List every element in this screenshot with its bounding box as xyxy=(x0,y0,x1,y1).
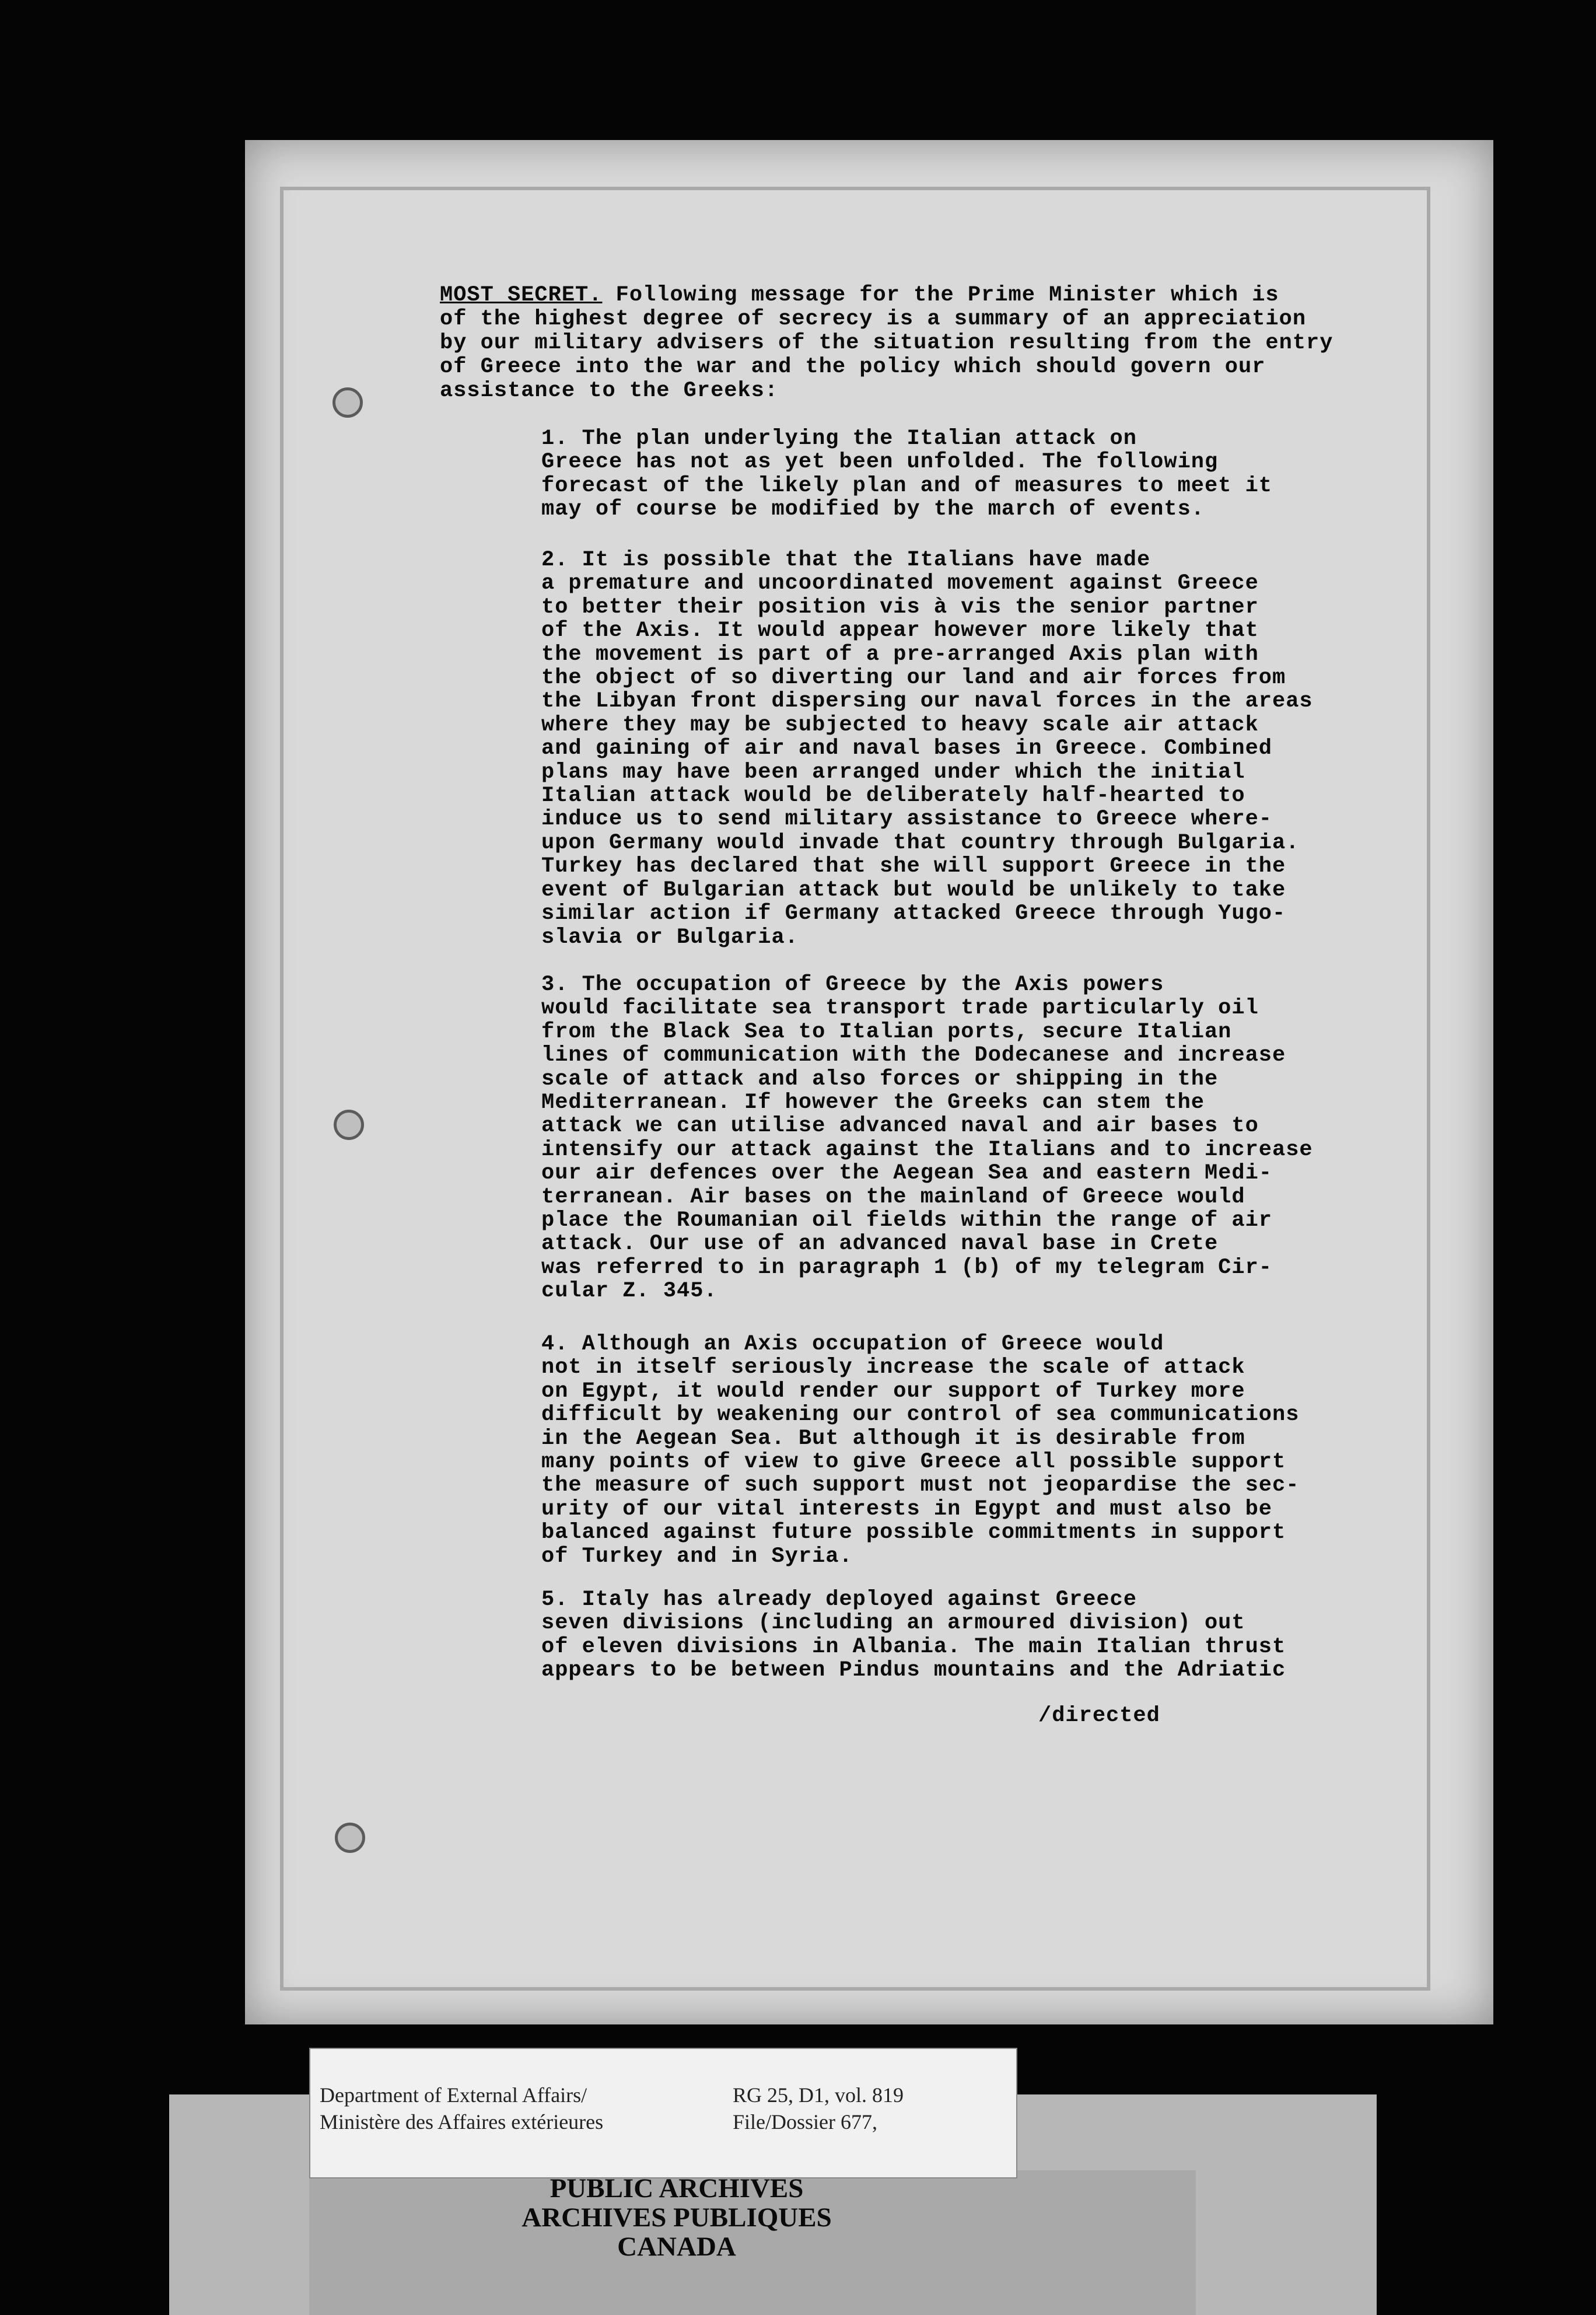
paragraph-5: 5. Italy has already deployed against Greece seven divisions (including an armoured division) out of eleven divisions in Albania. The main Italian thrust appears to be between Pindus mountains and the Adriatic xyxy=(541,1587,1286,1683)
heading-paragraph xyxy=(440,284,1396,403)
paragraph-3: 3. The occupation of Greece by the Axis powers would facilitate sea transport trade particularly oil from the Black Sea to Italian ports, secure Italian lines of communication with the Dodecanese and increase scale of attack and also forces or shipping in the Mediterranean. If however the Greeks can stem the attack we can utilise advanced naval and air bases to intensify our attack against the Italians and to increase our air defences over the Aegean Sea and eastern Medi- terranean. Air bases on the mainland of Greece would place the Roumanian oil fields within the range of air attack. Our use of an advanced naval base in Crete was referred to in paragraph 1 (b) of my telegram Cir- cular Z. 345. xyxy=(541,973,1313,1304)
continuation-word: /directed xyxy=(1038,1704,1160,1728)
archive-stamp-text: PUBLIC ARCHIVES ARCHIVES PUBLIQUES CANADA xyxy=(522,2173,832,2262)
department-label: Department of External Affairs/ Ministère des Affaires extérieures xyxy=(320,2083,604,2134)
punch-hole xyxy=(332,387,363,418)
paragraph-1: 1. The plan underlying the Italian attack on Greece has not as yet been unfolded. The following forecast of the likely plan and of measures to meet it may of course be modified by the march of events. xyxy=(541,426,1272,522)
file-reference: RG 25, D1, vol. 819 File/Dossier 677, xyxy=(733,2083,904,2134)
classification-label: MOST SECRET. xyxy=(440,283,603,307)
paragraph-2: 2. It is possible that the Italians have made a premature and uncoordinated movement against Greece to better their position vis à vis the senior partner of the Axis. It would appear however more likely that the movement is part of a pre-arranged Axis plan with the object of so diverting our land and air forces from the Libyan front dispersing our naval forces in the areas where they may be subjected to heavy scale air attack and gaining of air and naval bases in Greece. Combined plans may have been arranged under which the initial Italian attack would be deliberately half-hearted to induce us to send military assistance to Greece where- upon Germany would invade that country through Bulgaria. Turkey has declared that she will support Greece in the event of Bulgarian attack but would be unlikely to take similar action if Germany attacked Greece through Yugo- slavia or Bulgaria. xyxy=(541,548,1313,950)
heading-text: Following message for the Prime Minister which is of the highest degree of secrecy is a summary of an appreciation by our military advisers of the situation resulting from the entry of Greece into the war and the policy which should govern our assistance to the Greeks: xyxy=(440,283,1334,403)
punch-hole xyxy=(334,1110,364,1140)
paragraph-4: 4. Although an Axis occupation of Greece would not in itself seriously increase the scale of attack on Egypt, it would render our support of Turkey more difficult by weakening our control of sea communications in the Aegean Sea. But although it is desirable from many points of view to give Greece all possible support the measure of such support must not jeopardise the sec- urity of our vital interests in Egypt and must also be balanced against future possible commitments in support of Turkey and in Syria. xyxy=(541,1332,1300,1569)
punch-hole xyxy=(335,1823,365,1853)
archive-label-card xyxy=(309,2048,1017,2178)
